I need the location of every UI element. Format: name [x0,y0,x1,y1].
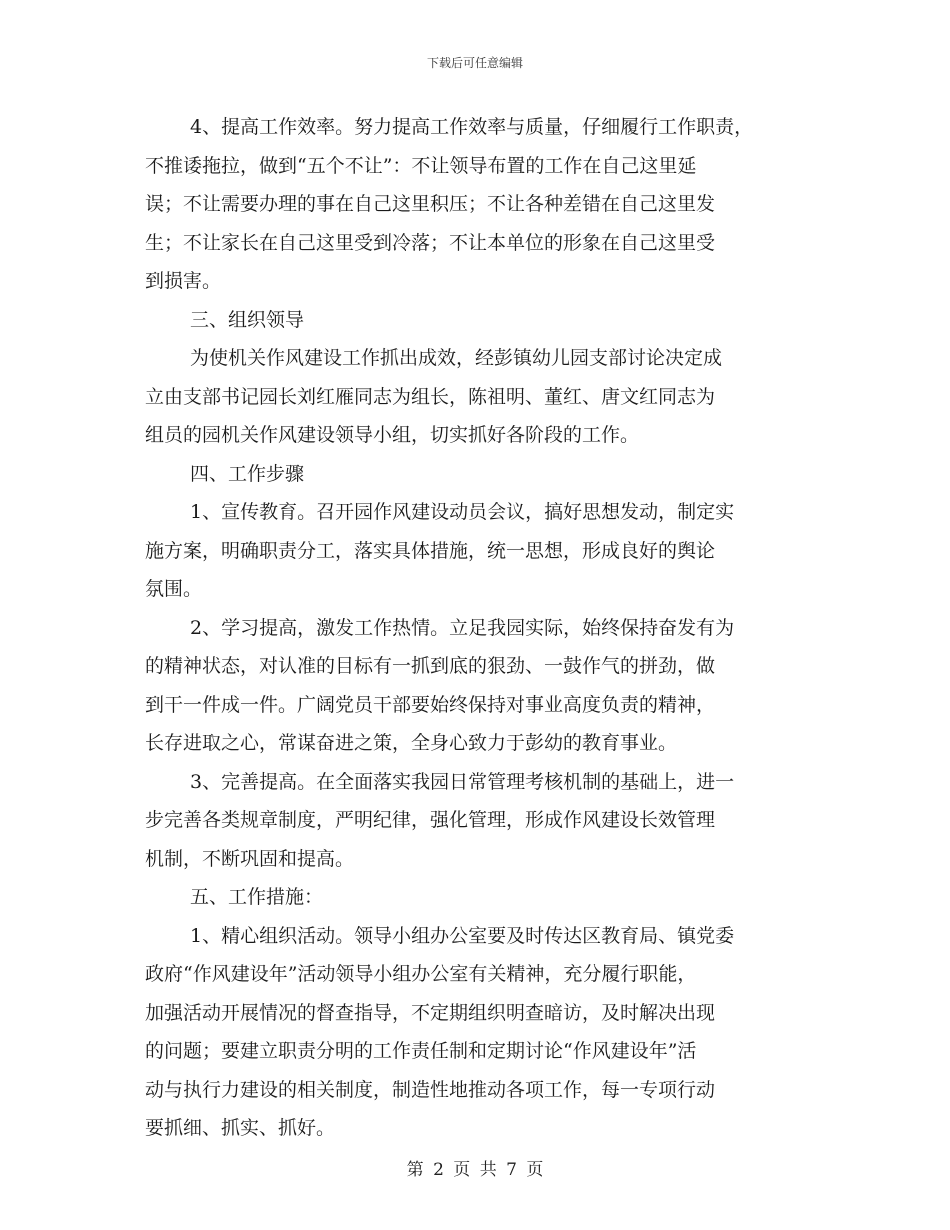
text-line: 机制，不断巩固和提高。 [145,847,355,870]
text-line: 政府“作风建设年”活动领导小组办公室有关精神，充分履行职能， [145,963,697,985]
text-line: 到干一件成一件。广阔党员干部要始终保持对事业高度负责的精神， [145,693,716,716]
text-line: 为使机关作风建设工作抓出成效，经彭镇幼儿园支部讨论决定成 [190,347,723,369]
text-line: 氛围。 [145,578,203,600]
page-header-note: 下载后可任意编辑 [426,56,523,70]
text-line: 组员的园机关作风建设领导小组，切实抓好各阶段的工作。 [145,424,640,446]
text-line: 动与执行力建设的相关制度，制造性地推动各项工作，每一专项行动 [145,1078,716,1101]
text-line: 四、工作步骤 [190,462,305,485]
text-line: 施方案，明确职责分工，落实具体措施，统一思想，形成良好的舆论 [145,539,716,562]
text-line: 到损害。 [145,270,222,292]
text-line: 1、宣传教育。召开园作风建设动员会议，搞好思想发动，制定实 [190,501,735,523]
text-line: 的精神状态，对认准的目标有一抓到底的狠劲、一鼓作气的拼劲，做 [145,655,716,677]
document-body [145,108,805,1148]
text-line: 三、组织领导 [190,308,305,331]
text-line: 4、提高工作效率。努力提高工作效率与质量，仔细履行工作职责， [190,116,754,138]
text-line: 生；不让家长在自己这里受到冷落；不让本单位的形象在自己这里受 [145,231,716,254]
text-line: 要抓细、抓实、抓好。 [145,1117,336,1139]
text-line: 长存进取之心，常谋奋进之策，全身心致力于彭幼的教育事业。 [145,732,678,754]
text-line: 步完善各类规章制度，严明纪律，强化管理，形成作风建设长效管理 [145,809,716,831]
text-line: 不推诿拖拉，做到“五个不让”：不让领导布置的工作在自己这里延 [145,154,697,177]
text-line: 加强活动开展情况的督查指导，不定期组织明查暗访，及时解决出现 [145,1001,716,1024]
text-line: 五、工作措施： [190,886,324,908]
text-line: 误；不让需要办理的事在自己这里积压；不让各种差错在自己这里发 [145,193,716,215]
text-line: 2、学习提高，激发工作热情。立足我园实际，始终保持奋发有为 [190,616,735,639]
text-line: 1、精心组织活动。领导小组办公室要及时传达区教育局、镇党委 [190,924,735,947]
text-line: 立由支部书记园长刘红雁同志为组长，陈祖明、董红、唐文红同志为 [145,385,716,408]
text-line: 3、完善提高。在全面落实我园日常管理考核机制的基础上，进一 [190,770,735,793]
text-line: 的问题；要建立职责分明的工作责任制和定期讨论“作风建设年”活 [145,1040,697,1062]
page-number-footer: 第 2 页 共 7 页 [406,1160,544,1180]
